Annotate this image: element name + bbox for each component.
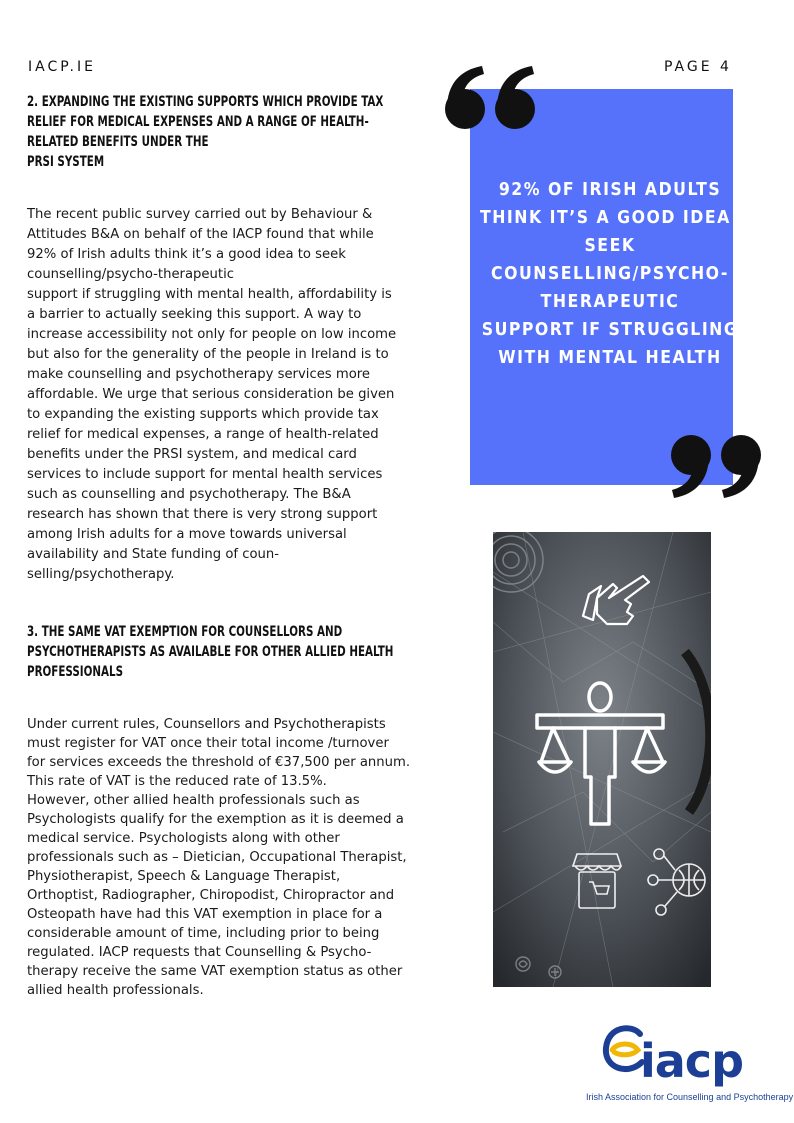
body-line: for services exceeds the threshold of €37,500 per annum. bbox=[27, 755, 411, 770]
body-line: Attitudes B&A on behalf of the IACP found that while bbox=[27, 227, 374, 242]
quote-line: WITH MENTAL HEALTH bbox=[498, 348, 722, 368]
section-3-body bbox=[27, 715, 427, 1000]
iacp-logo-word: iacp bbox=[640, 1034, 744, 1088]
section-2-body bbox=[27, 205, 427, 585]
open-quote-icon bbox=[444, 66, 540, 134]
site-url: IACP.IE bbox=[28, 59, 96, 75]
quote-line: COUNSELLING/PSYCHO- bbox=[491, 264, 729, 284]
body-line: affordable. We urge that serious consideration be given bbox=[27, 387, 395, 402]
heading-line: RELIEF FOR MEDICAL EXPENSES AND A RANGE OF HEALTH- bbox=[27, 114, 369, 130]
heading-line: 3. THE SAME VAT EXEMPTION FOR COUNSELLORS AND bbox=[27, 624, 343, 640]
body-line: counselling/psycho-therapeutic bbox=[27, 267, 234, 282]
body-line: Under current rules, Counsellors and Psychotherapists bbox=[27, 717, 386, 732]
heading-line: PSYCHOTHERAPISTS AS AVAILABLE FOR OTHER ALLIED HEALTH bbox=[27, 644, 394, 660]
body-line: availability and State funding of coun- bbox=[27, 547, 280, 562]
body-line: This rate of VAT is the reduced rate of 13.5%. bbox=[27, 774, 327, 789]
body-line: medical service. Psychologists along with other bbox=[27, 831, 340, 846]
body-line: must register for VAT once their total income /turnover bbox=[27, 736, 389, 751]
body-line: therapy receive the same VAT exemption status as other bbox=[27, 964, 403, 979]
body-line: Osteopath have had this VAT exemption in place for a bbox=[27, 907, 383, 922]
justice-illustration bbox=[493, 532, 711, 987]
body-line: a barrier to actually seeking this support. A way to bbox=[27, 307, 362, 322]
body-line: professionals such as – Dietician, Occupational Therapist, bbox=[27, 850, 407, 865]
body-line: However, other allied health professionals such as bbox=[27, 793, 360, 808]
heading-line: PROFESSIONALS bbox=[27, 664, 124, 680]
body-line: The recent public survey carried out by Behaviour & bbox=[27, 207, 373, 222]
body-line: Psychologists qualify for the exemption as it is deemed a bbox=[27, 812, 404, 827]
quote-line: THERAPEUTIC bbox=[540, 292, 680, 312]
quote-line: SEEK bbox=[584, 236, 636, 256]
body-line: benefits under the PRSI system, and medical card bbox=[27, 447, 357, 462]
body-line: 92% of Irish adults think it’s a good idea to seek bbox=[27, 247, 346, 262]
section-2-heading bbox=[27, 92, 384, 172]
body-line: support if struggling with mental health, affordability is bbox=[27, 287, 392, 302]
close-quote-icon bbox=[666, 430, 762, 498]
pull-quote-text bbox=[480, 176, 765, 372]
body-line: increase accessibility not only for people on low income bbox=[27, 327, 397, 342]
body-line: among Irish adults for a move towards universal bbox=[27, 527, 347, 542]
iacp-logo-caption: Irish Association for Counselling and Psychotherapy bbox=[586, 1092, 794, 1102]
heading-line: PRSI SYSTEM bbox=[27, 154, 105, 170]
body-line: considerable amount of time, including prior to being bbox=[27, 926, 380, 941]
body-line: such as counselling and psychotherapy. The B&A bbox=[27, 487, 351, 502]
body-line: selling/psychotherapy. bbox=[27, 567, 175, 582]
section-3-heading bbox=[27, 622, 394, 682]
body-line: to expanding the existing supports which provide tax bbox=[27, 407, 379, 422]
heading-line: RELATED BENEFITS UNDER THE bbox=[27, 134, 209, 150]
body-line: relief for medical expenses, a range of health-related bbox=[27, 427, 379, 442]
quote-line: 92% OF IRISH ADULTS bbox=[498, 180, 722, 200]
body-line: Orthoptist, Radiographer, Chiropodist, Chiropractor and bbox=[27, 888, 395, 903]
body-line: research has shown that there is very strong support bbox=[27, 507, 378, 522]
body-line: services to include support for mental health services bbox=[27, 467, 383, 482]
body-line: regulated. IACP requests that Counselling & Psycho- bbox=[27, 945, 372, 960]
heading-line: 2. EXPANDING THE EXISTING SUPPORTS WHICH PROVIDE TAX bbox=[27, 94, 384, 110]
page-number: PAGE 4 bbox=[664, 59, 732, 75]
body-line: make counselling and psychotherapy services more bbox=[27, 367, 371, 382]
quote-line: THINK IT’S A GOOD IDEA TO bbox=[480, 208, 765, 228]
body-line: Physiotherapist, Speech & Language Therapist, bbox=[27, 869, 341, 884]
body-line: allied health professionals. bbox=[27, 983, 204, 998]
body-line: but also for the generality of the people in Ireland is to bbox=[27, 347, 389, 362]
iacp-logo bbox=[574, 1006, 794, 1123]
quote-line: SUPPORT IF STRUGGLING bbox=[481, 320, 739, 340]
